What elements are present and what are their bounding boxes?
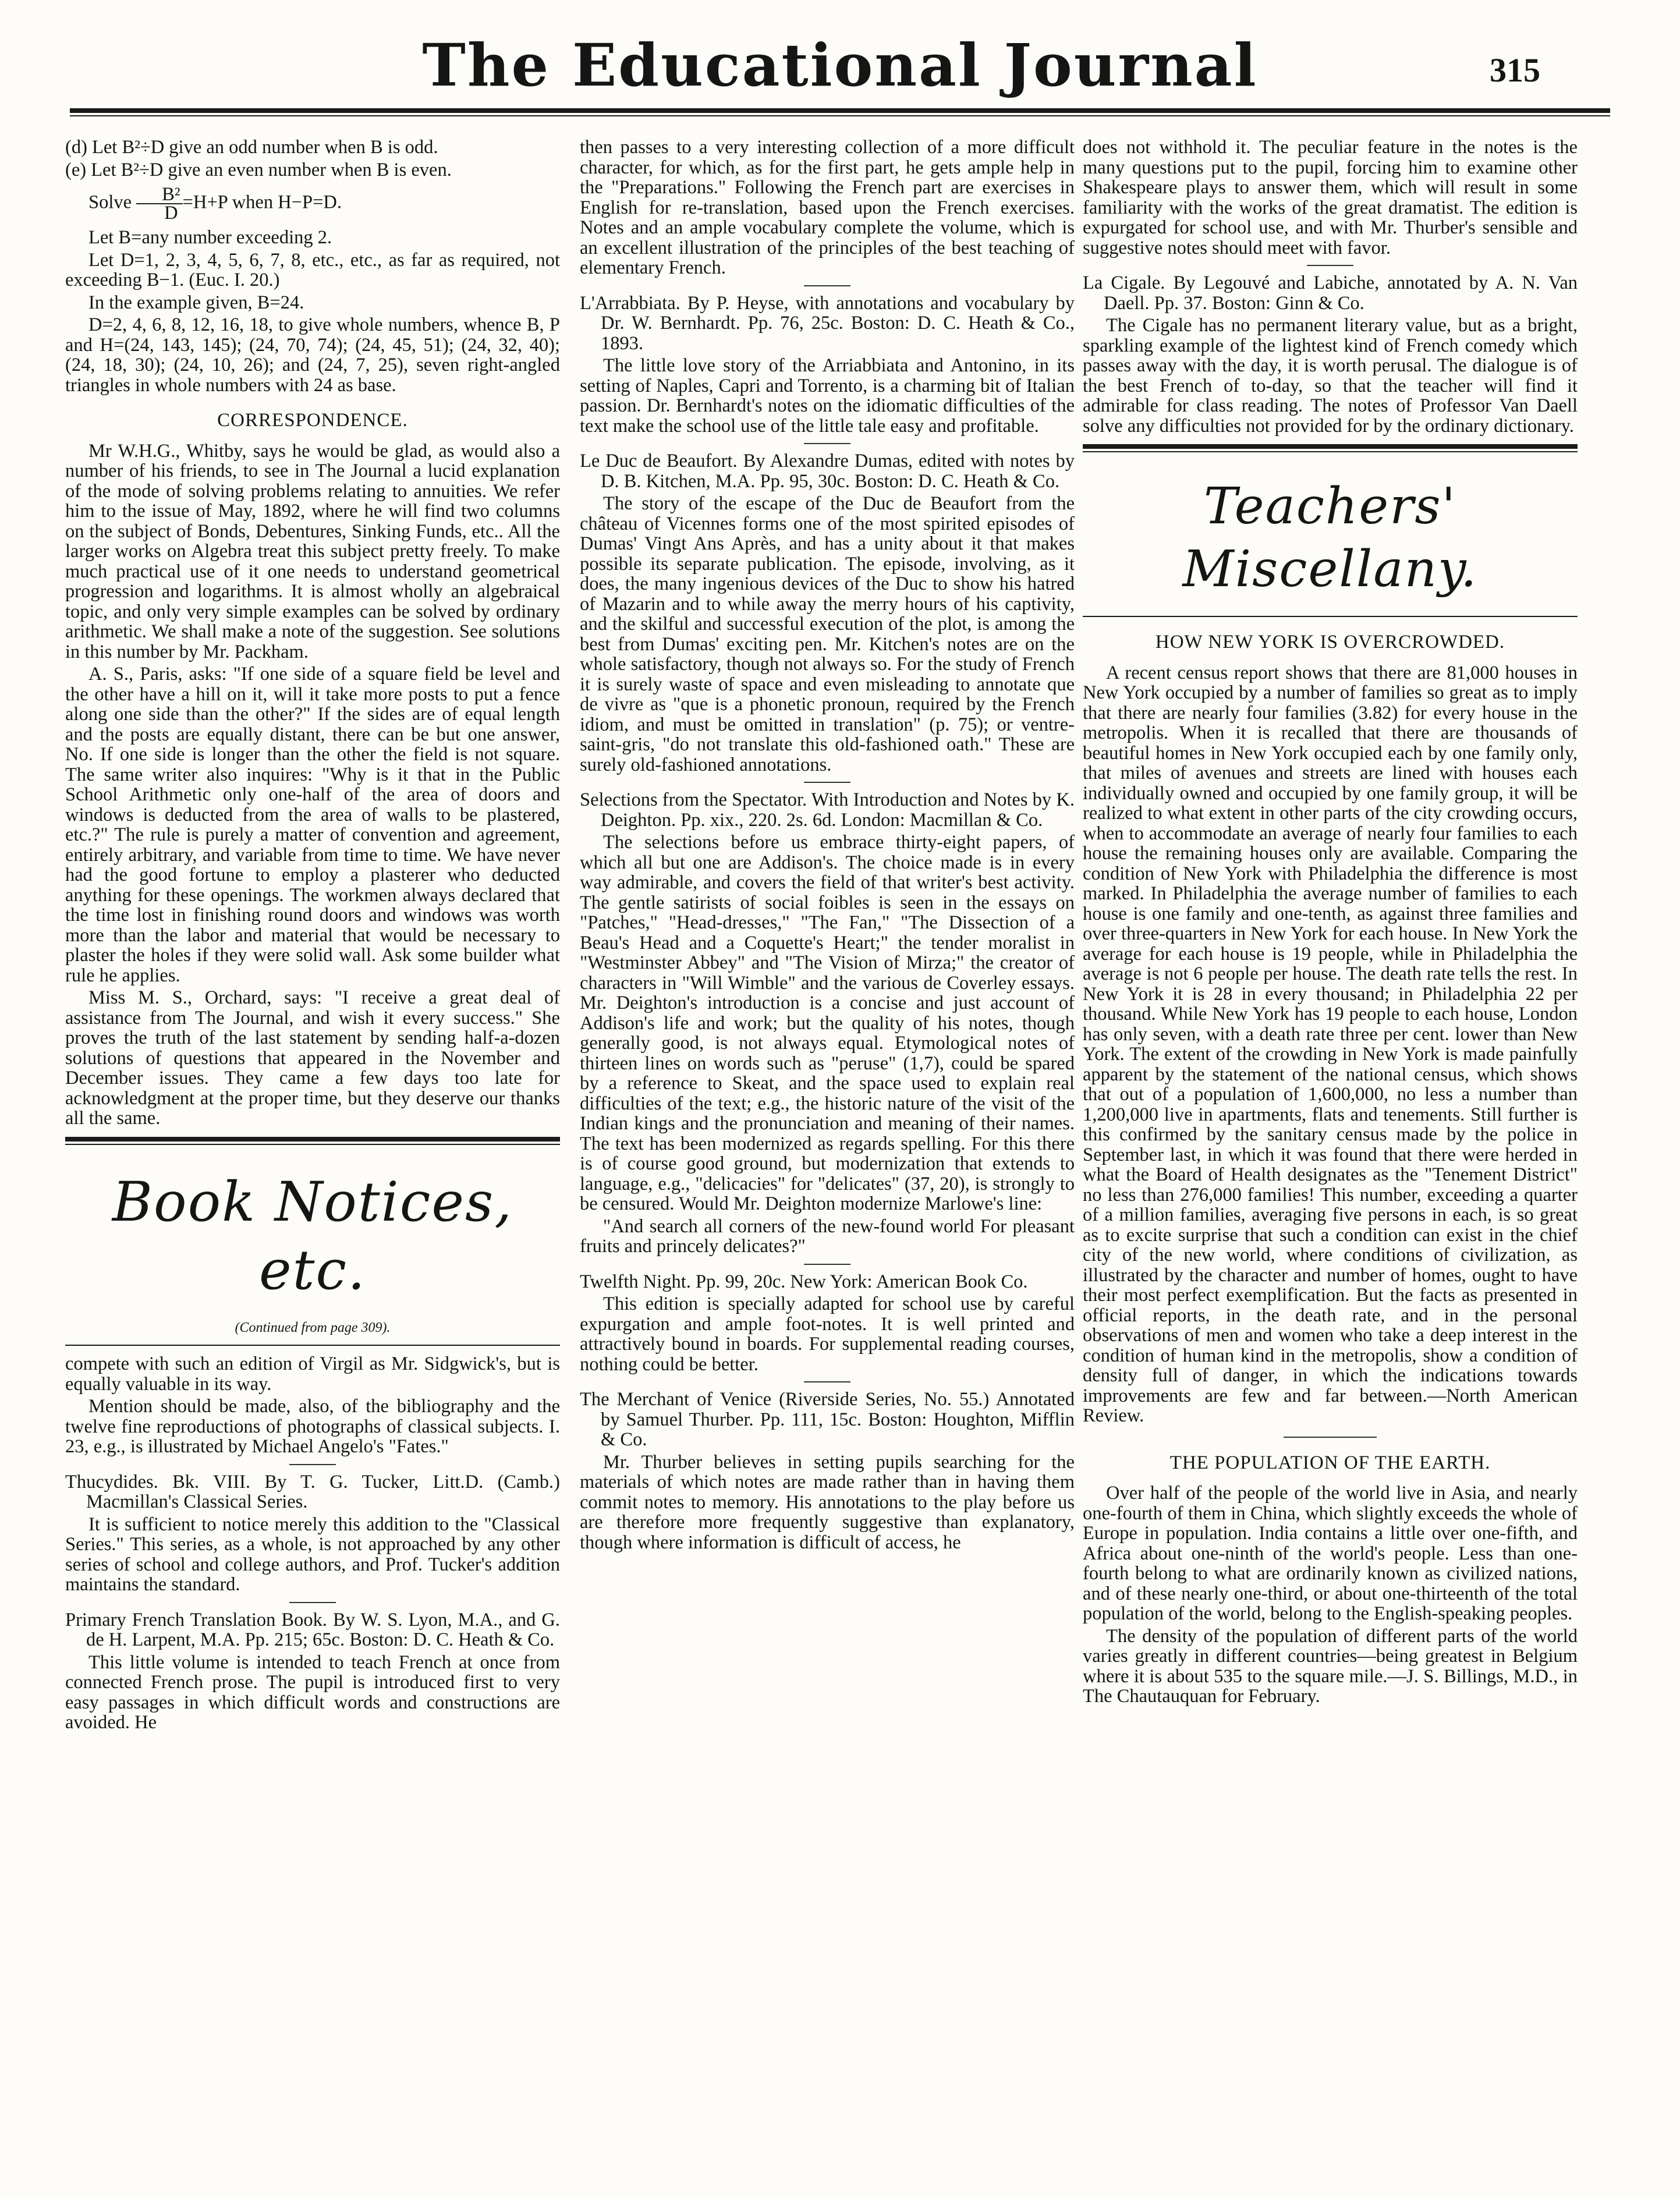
masthead-rule xyxy=(70,108,1610,113)
merchant-review: Mr. Thurber believes in setting pupils searching for the materials of which notes are made rather than in having them commit notes to memory. His annotations to the play before us are therefore more frequently suggestive than explanatory, though where information is difficult of access, he xyxy=(580,1451,1075,1553)
separator xyxy=(289,1464,336,1465)
population-p1: Over half of the people of the world live in Asia, and nearly one-fourth of them in China, which slightly exceeds the whole of Europe in population. India contains a little over one-fifth, and Africa about one-ninth of the world's people. Less than one-fourth belong to what are ordinarily known as civilized nations, and of these nearly one-third, or about one-thirteenth of the total population of the world, belong to the English-speaking peoples. xyxy=(1083,1483,1578,1624)
separator xyxy=(804,1264,850,1265)
new-york-heading: HOW NEW YORK IS OVERCROWDED. xyxy=(1155,632,1505,653)
banner-rule-top xyxy=(65,1137,560,1141)
misc-rule-bottom xyxy=(1083,616,1578,617)
separator xyxy=(1307,265,1353,266)
misc-rule-top xyxy=(1083,444,1578,449)
teachers-miscellany-banner: Teachers' Miscellany. xyxy=(1182,477,1478,598)
column-3 xyxy=(1083,137,1578,2181)
math-case-d: (d) Let B²÷D give an odd number when B is odd. xyxy=(65,137,438,158)
spectator-review: The selections before us embrace thirty-eight papers, of which all but one are Addison's. The choice made is in every way admirable, and covers the field of that writer's best activity. The gentle satirists of social foibles is seen in the essays on "Patches," "Head-dresses," "The Fan," "The Dissection of a Beau's Head and a Coquette's Heart;" the tender moralist in "Westminster Abbey" and "The Vision of Mirza;" the creator of characters in "Will Wimble" and the various de Coverley essays. Mr. Deighton's introduction is a concise and just account of Addison's life and work; but the quality of his notes, though generally good, is not always equal. Etymological notes of thirteen lines on words such as "peruse" (1,7), could be spared by a reference to Skeat, and the space used to explain real difficulties of the text; e.g., the historic nature of the visit of the Indian kings and the pronunciation and meaning of their names. The text has been modernized as regards spelling. For this there is of course good ground, but modernization that extends to language, e.g., "delicacies" for "delicates" (37, 20), is strongly to be censured. Would Mr. Deighton modernize Marlowe's line: xyxy=(580,832,1075,1214)
separator xyxy=(804,443,850,444)
virgil-paragraph: compete with such an edition of Virgil as Mr. Sidgwick's, but is equally valuable in its way. xyxy=(65,1353,560,1395)
separator xyxy=(804,782,850,783)
new-york-article: A recent census report shows that there are 81,000 houses in New York occupied by a number of families so great as to imply that there are nearly four families (3.82) for every house in the metropolis. When it is recalled that there are thousands of beautiful homes in New York occupied each by one family only, that miles of avenues and streets are lined with houses each individually owned and occupied by one family group, it will be realized to what extent in other parts of the city crowding occurs, when to accommodate an average of nearly four families to each house the remaining houses only are available. Comparing the condition of New York with Philadelphia the difference is most marked. In Philadelphia the average number of families to each house is one family and one-tenth, as against three families and over three-quarters in New York for each house. In New York the average for each house is 19 people, while in Philadelphia the average is not 6 people per house. The death rate tells the rest. In New York it is 28 in every thousand; in Philadelphia 22 per thousand. While New York has 19 people to each house, London has only seven, with a death rate three per cent. lower than New York. The extent of the crowding in New York is made painfully apparent by the statement of the national census, which shows that out of a population of 1,600,000, no less a number than 1,200,000 live in apartments, flats and tenements. Still further is this confirmed by the sanitary census made by the police in September last, in which it was found that there were herded in what the Board of Health designates as the "Tenement District" no less than 276,000 families! This number, exceeding a quarter of a million families, averaging five persons in each, is so great as to excite surprise that such a condition can exist in the chief city of the new world, where conditions of civilization, as illustrated by the character and number of homes, ought to have their most perfect exemplification. But the facts as presented in official reports, in the death rate, and in the personal observations of men and women who take a deep interest in the condition of human kind in the metropolis, show a condition of density full of danger, in which the indications towards improvements are few and far between.—North American Review. xyxy=(1083,662,1578,1426)
spectator-citation: Selections from the Spectator. With Introduction and Notes by K. Deighton. Pp. xix., 220. 2s. 6d. London: Macmillan & Co. xyxy=(580,789,1075,831)
math-p2: Let D=1, 2, 3, 4, 5, 6, 7, 8, etc., etc., as far as required, not exceeding B−1. (Euc. I. 20.) xyxy=(65,249,560,290)
separator xyxy=(1284,1437,1377,1438)
merchant-citation: The Merchant of Venice (Riverside Series, No. 55.) Annotated by Samuel Thurber. Pp. 111, 15c. Boston: Houghton, Mifflin & Co. xyxy=(580,1389,1075,1450)
la-cigale-citation: La Cigale. By Legouvé and Labiche, annotated by A. N. Van Daell. Pp. 37. Boston: Ginn & Co. xyxy=(1083,272,1578,314)
separator xyxy=(804,1381,850,1382)
math-case-e: (e) Let B²÷D give an even number when B is even. xyxy=(65,159,452,180)
page-number: 315 xyxy=(1490,51,1540,89)
la-cigale-review: The Cigale has no permanent literary value, but as a bright, sparkling example of the lightest kind of French comedy which passes away with the day, it is worth perusal. The dialogue is of the best French of to-day, so that the teacher will find it admirable for class reading. The notes of Professor Van Daell solve any difficulties not provided for by the ordinary dictionary. xyxy=(1083,315,1578,437)
correspondence-p3: Miss M. S., Orchard, says: "I receive a great deal of assistance from The Journal, and wish it every success." She proves the truth of the last statement by sending half-a-dozen solutions of questions that appeared in the November and December issues. They came a few days too late for acknowledgment at the proper time, but they deserve our thanks all the same. xyxy=(65,987,560,1129)
twelfth-night-citation: Twelfth Night. Pp. 99, 20c. New York: American Book Co. xyxy=(580,1271,1028,1292)
continued-note: (Continued from page 309). xyxy=(235,1320,391,1335)
twelfth-night-review: This edition is specially adapted for school use by careful expurgation and ample foot-notes. It is well printed and attractively bound in boards. For supplemental reading courses, nothing could be better. xyxy=(580,1293,1075,1375)
masthead-rule-thin xyxy=(70,115,1610,116)
book-notices-banner: Book Notices, etc. xyxy=(112,1170,513,1302)
continued-review: then passes to a very interesting collection of a more difficult character, for which, as for the first part, he gets ample help in the "Preparations." Following the French part are exercises in English for re-translation, based upon the French exercises. Notes and an ample vocabulary complete the volume, which is an excellent illustration of the principles of the best teaching of elementary French. xyxy=(580,137,1075,278)
math-fraction xyxy=(136,186,182,222)
math-p4: D=2, 4, 6, 8, 12, 16, 18, to give whole numbers, whence B, P and H=(24, 143, 145); (24, 70, 74); (24, 45, 51); (24, 32, 40); (24, 18, 30); (24, 10, 26); and (24, 7, 25), seven right-angled triangles in whole numbers with 24 as base. xyxy=(65,314,560,396)
solve-suffix: =H+P when H−P=D. xyxy=(182,192,342,213)
population-heading: THE POPULATION OF THE EARTH. xyxy=(1169,1452,1491,1473)
primary-french-review: This little volume is intended to teach French at once from connected French prose. The pupil is introduced first to very easy passages in which difficult words and constructions are avoided. He xyxy=(65,1651,560,1733)
arrabbiata-review: The little love story of the Arriabbiata and Antonino, in its setting of Naples, Capri and Torrento, is a charming bit of Italian passion. Dr. Bernhardt's notes on the idiomatic difficulties of the text make the school use of the little tale easy and profitable. xyxy=(580,355,1075,437)
thucydides-review: It is sufficient to notice merely this addition to the "Classical Series." This series, as a whole, is not approached by any other series of school and college authors, and Prof. Tucker's addition maintains the standard. xyxy=(65,1513,560,1595)
merchant-review-continued: does not withhold it. The peculiar feature in the notes is the many questions put to the pupil, forcing him to examine other Shakespeare plays to answer them, which will result in some familiarity with the works of the great dramatist. The edition is expurgated for school use, and with Mr. Thurber's sensible and suggestive notes should meet with favor. xyxy=(1083,137,1578,258)
correspondence-heading: CORRESPONDENCE. xyxy=(217,410,408,431)
correspondence-p1: Mr W.H.G., Whitby, says he would be glad, as would also a number of his friends, to see in The Journal a lucid explanation of the mode of solving problems relating to annuities. We refer him to the issue of May, 1892, where he will find two columns on the subject of Bonds, Debentures, Sinking Funds, etc.. All the larger works on Algebra treat this subject pretty freely. To make much practical use of it one needs to understand geometrical progression and logarithms. It is almost wholly an algebraical topic, and only very simple examples can be solved by ordinary arithmetic. We shall make a note of the suggestion. See solutions in this number by Mr. Packham. xyxy=(65,440,560,662)
column-2 xyxy=(580,137,1075,2181)
mention-paragraph: Mention should be made, also, of the bibliography and the twelve fine reproductions of photographs of classical subjects. I. 23, e.g., is illustrated by Michael Angelo's "Fates." xyxy=(65,1396,560,1457)
column-1 xyxy=(65,137,560,2181)
thucydides-citation: Thucydides. Bk. VIII. By T. G. Tucker, Litt.D. (Camb.) Macmillan's Classical Series. xyxy=(65,1471,560,1512)
math-p1: Let B=any number exceeding 2. xyxy=(88,227,332,248)
separator xyxy=(804,285,850,286)
solve-prefix: Solve xyxy=(88,192,132,213)
banner-rule-bottom xyxy=(65,1345,560,1346)
masthead xyxy=(0,0,1680,116)
correspondence-p2: A. S., Paris, asks: "If one side of a square field be level and the other have a hill on it, will it take more posts to put a fence along one side than the other?" If the sides are of equal length and the posts are equally distant, there can be but one answer, No. If one side is longer than the other the field is not square. The same writer also inquires: "Why is it that in the Public School Arithmetic only one-half of the area of doors and windows is deducted from the area of walls to be plastered, etc.?" The rule is purely a matter of convention and agreement, entirely arbitrary, and variable from time to time. We have never had the good fortune to employ a plasterer who deducted anything for these openings. The workmen always declared that the time lost in finishing round doors and windows was worth more than the labor and material that would be necessary to plaster the holes if they were solid wall. Ask some builder what rule he applies. xyxy=(65,664,560,986)
journal-title: The Educational Journal xyxy=(422,31,1258,100)
duc-de-beaufort-citation: Le Duc de Beaufort. By Alexandre Dumas, edited with notes by D. B. Kitchen, M.A. Pp. 95, 30c. Boston: D. C. Heath & Co. xyxy=(580,451,1075,492)
fraction-denominator: D xyxy=(164,203,178,224)
marlowe-quote: "And search all corners of the new-found world For pleasant fruits and princely delicates?" xyxy=(580,1215,1075,1257)
fraction-numerator: B² xyxy=(136,186,182,204)
math-p3: In the example given, B=24. xyxy=(88,292,304,313)
arrabbiata-citation: L'Arrabbiata. By P. Heyse, with annotations and vocabulary by Dr. W. Bernhardt. Pp. 76, 25c. Boston: D. C. Heath & Co., 1893. xyxy=(580,292,1075,354)
duc-de-beaufort-review: The story of the escape of the Duc de Beaufort from the château of Vicennes forms one of the most spirited episodes of Dumas' Vingt Ans Après, and has a unity about it that makes possible its separate publication. The episode, involving, as it does, the many ingenious devices of the Duc to show his hatred of Mazarin and to while away the merry hours of his captivity, and the skilful and successful execution of the plot, is among the best from Dumas' exciting pen. Mr. Kitchen's notes are on the whole satisfactory, though not always so. For the study of French it is surely waste of space and even misleading to annotate que de vivre as "que is a phonetic pronoun, required by the French idiom, and must be omitted in translation" (p. 75); or ventre-saint-gris, "do not translate this old-fashioned oath." These are surely old-fashioned annotations. xyxy=(580,493,1075,775)
population-p2: The density of the population of different parts of the world varies greatly in different countries—being greatest in Belgium where it is about 535 to the square mile.—J. S. Billings, M.D., in The Chautauquan for February. xyxy=(1083,1625,1578,1707)
separator xyxy=(289,1602,336,1603)
math-solve-line xyxy=(65,186,560,222)
primary-french-citation: Primary French Translation Book. By W. S. Lyon, M.A., and G. de H. Larpent, M.A. Pp. 215; 65c. Boston: D. C. Heath & Co. xyxy=(65,1609,560,1650)
